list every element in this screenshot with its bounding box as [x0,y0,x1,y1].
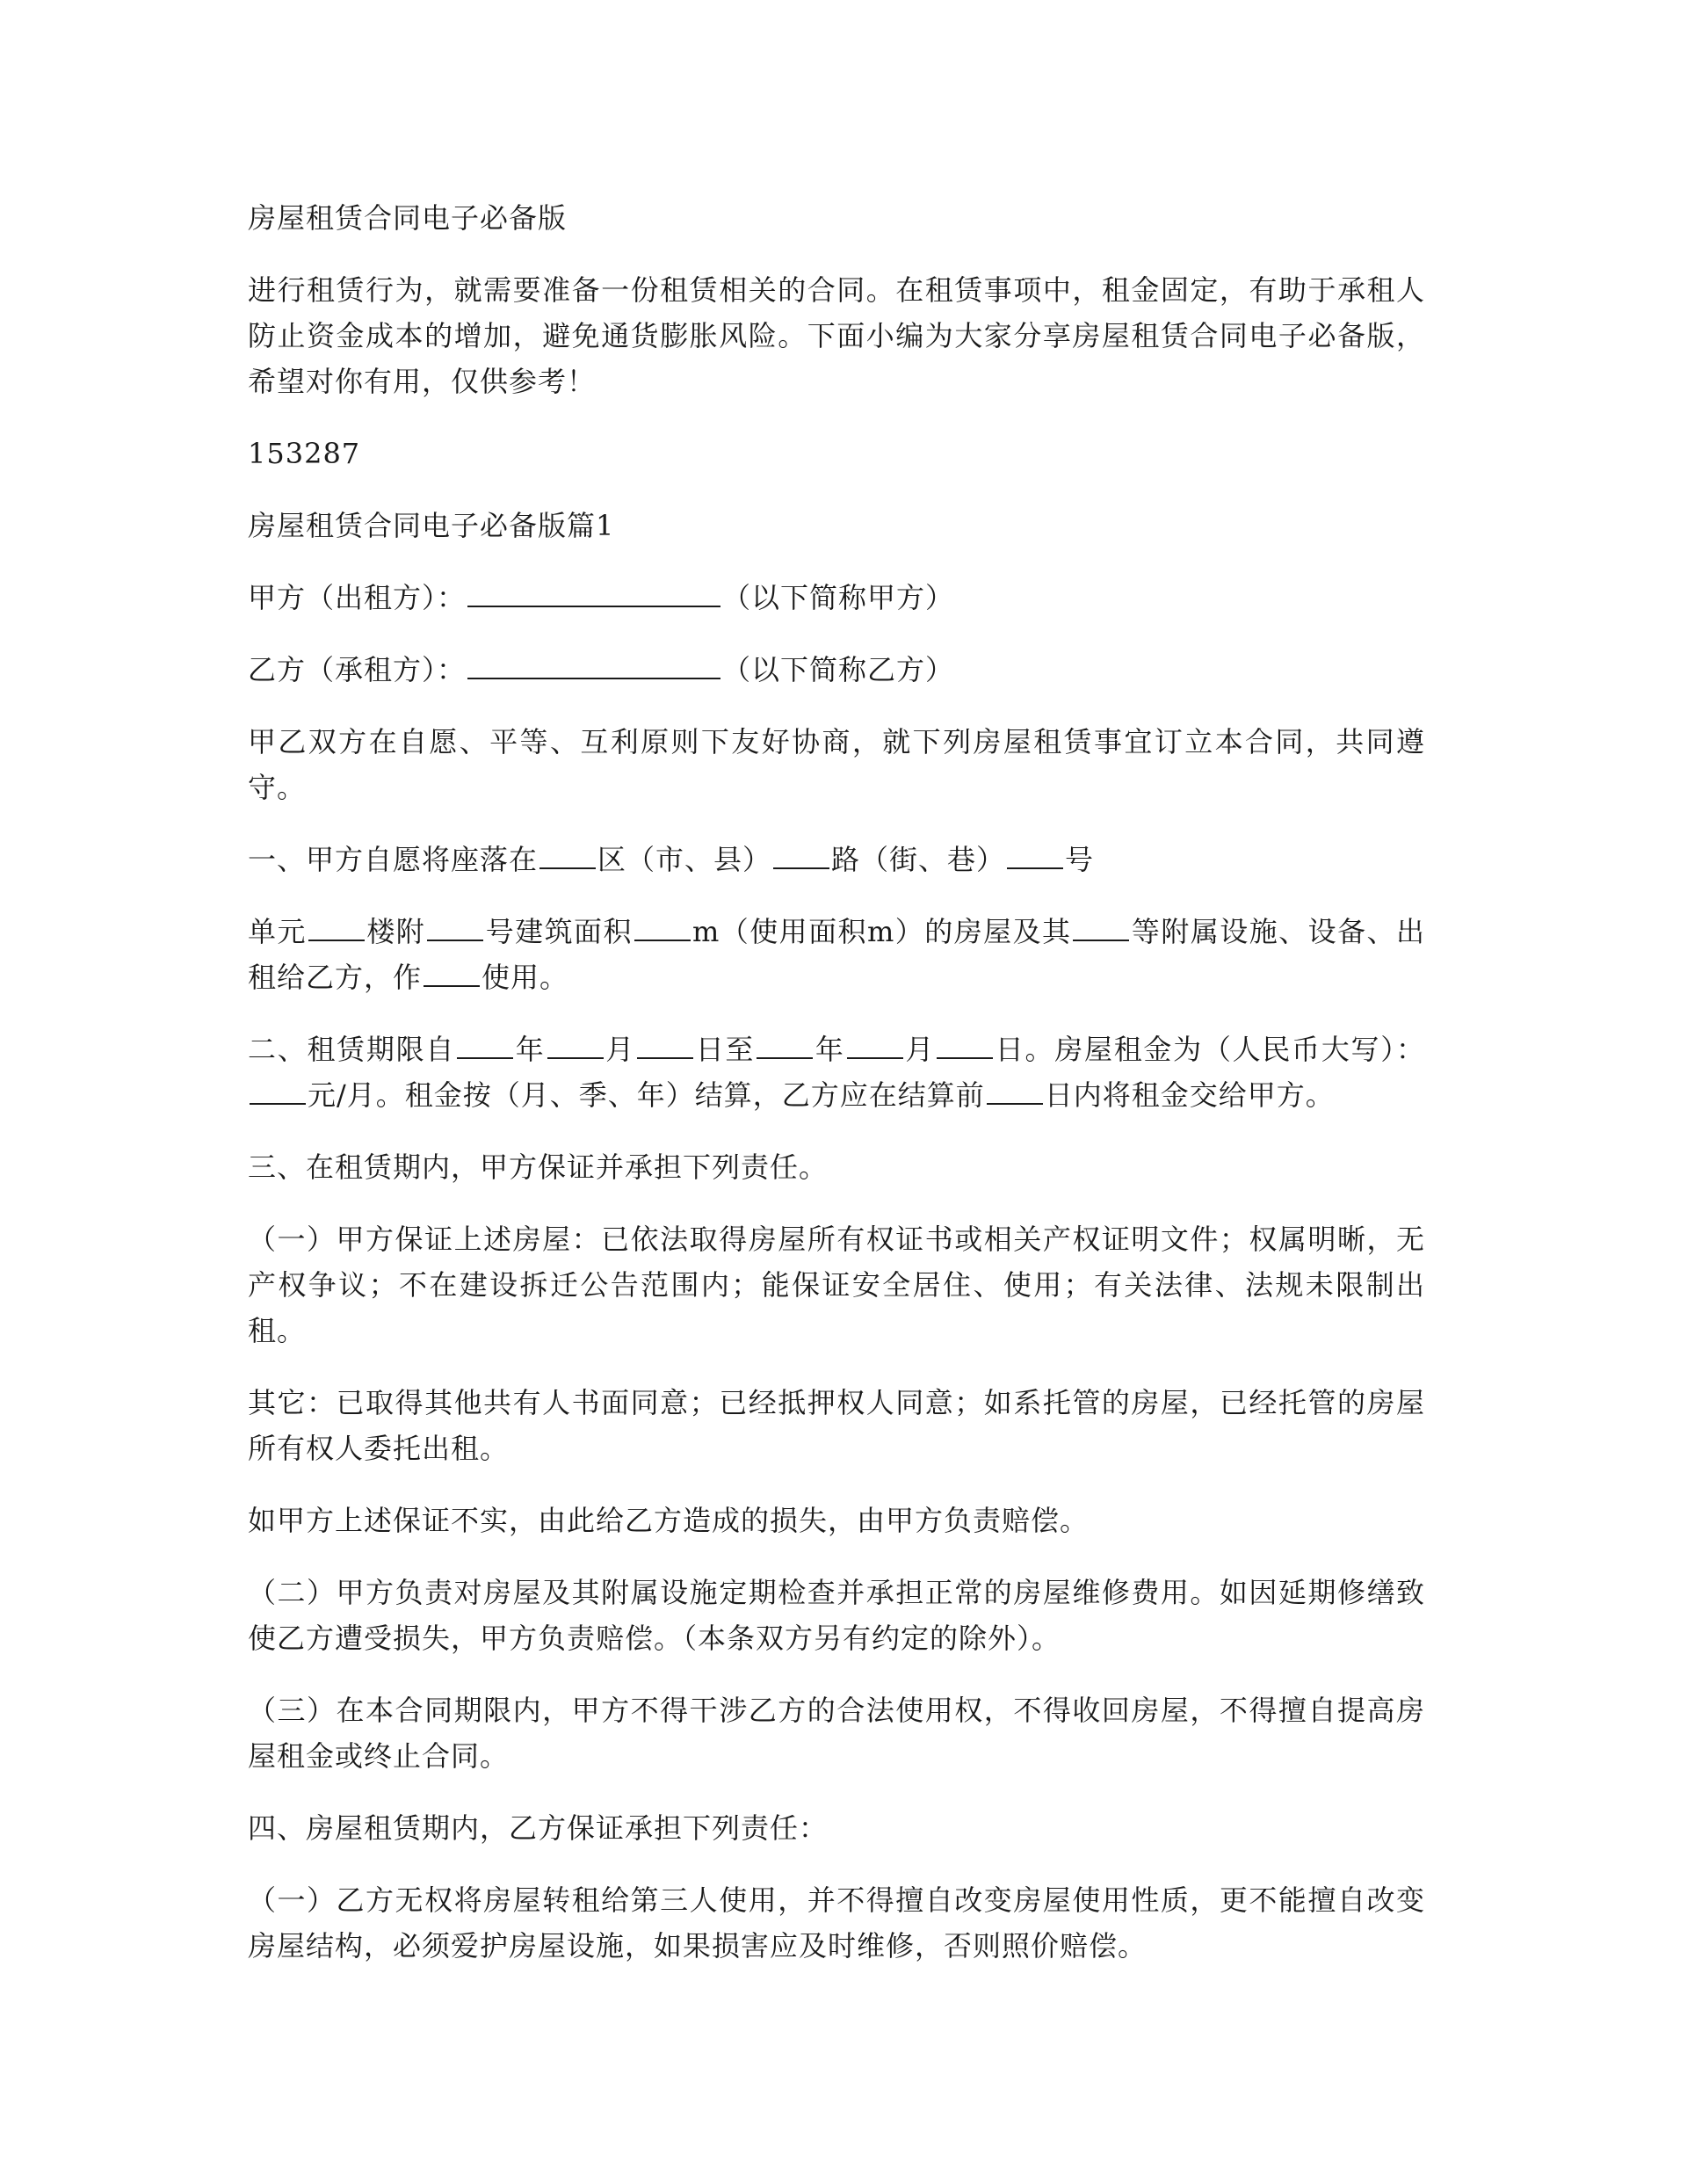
clause-2-text-1: 二、租赁期限自 [248,1033,456,1066]
party-a-label: 甲方（出租方）： [248,581,467,614]
clause-1b-text-4: m（使用面积m）的房屋及其 [691,915,1072,948]
clause-1-line-1 [248,837,1425,882]
start-month-blank [547,1027,604,1059]
clause-4-1: （一）乙方无权将房屋转租给第三人使用，并不得擅自改变房屋使用性质，更不能擅自改变房屋结构，必须爱护房屋设施，如果损害应及时维修，否则照价赔偿。 [248,1883,1425,1963]
document-title: 房屋租赁合同电子必备版 [248,201,568,235]
clause-1b-text-3: 号建筑面积 [485,915,633,948]
clause-1-text-3: 路（街、巷） [831,843,1006,876]
party-a-blank [467,576,720,607]
end-day-blank [937,1027,993,1059]
clause-3: 三、在租赁期内，甲方保证并承担下列责任。 [248,1150,829,1184]
area-blank [634,910,691,941]
district-blank [539,838,596,869]
preamble-paragraph: 甲乙双方在自愿、平等、互利原则下友好协商，就下列房屋租赁事宜订立本合同，共同遵守。 [248,725,1425,804]
clause-3-3: （三）在本合同期限内，甲方不得干涉乙方的合法使用权，不得收回房屋，不得擅自提高房屋租金或终止合同。 [248,1694,1425,1773]
section-title: 房屋租赁合同电子必备版篇1 [248,509,615,542]
intro-paragraph: 进行租赁行为，就需要准备一份租赁相关的合同。在租赁事项中，租金固定，有助于承租人防止资金成本的增加，避免通货膨胀风险。下面小编为大家分享房屋租赁合同电子必备版，希望对你有用，仅供参考！ [248,273,1425,398]
document-body [248,195,1425,1995]
clause-1b-text-1: 单元 [248,915,307,948]
party-b-suffix: （以下简称乙方） [722,653,955,686]
clause-2-text-4: 日至 [694,1033,756,1066]
clause-1-line-2 [248,909,1425,1000]
start-year-blank [457,1027,513,1059]
clause-1-text-2: 区（市、县） [597,843,772,876]
unit-blank [308,910,365,941]
clause-3-2: （二）甲方负责对房屋及其附属设施定期检查并承担正常的房屋维修费用。如因延期修缮致使乙方遭受损失，甲方负责赔偿。（本条双方另有约定的除外）。 [248,1576,1425,1655]
clause-2-text-6: 月 [904,1033,936,1066]
party-b-blank [467,648,720,679]
clause-2-text-5: 年 [815,1033,845,1066]
rent-amount-blank [250,1073,306,1105]
party-a-line [248,575,1425,620]
end-year-blank [757,1027,813,1059]
payment-days-blank [987,1073,1043,1105]
clause-2-text-3: 月 [605,1033,635,1066]
clause-3-1: （一）甲方保证上述房屋：已依法取得房屋所有权证书或相关产权证明文件；权属明晰，无产权争议；不在建设拆迁公告范围内；能保证安全居住、使用；有关法律、法规未限制出租。 [248,1223,1425,1347]
usage-blank [424,955,480,987]
party-b-label: 乙方（承租方）： [248,653,467,686]
clause-2-text-7: 日。房屋租金为（人民币大写）： [995,1033,1425,1066]
clause-1b-text-5: 等附属设施、设备、出租给乙方，作 [248,915,1425,994]
clause-3-compensation: 如甲方上述保证不实，由此给乙方造成的损失，由甲方负责赔偿。 [248,1504,1090,1537]
number-blank [1007,838,1063,869]
party-a-suffix: （以下简称甲方） [722,581,955,614]
clause-2-text-8: 元/月。租金按（月、季、年）结算，乙方应在结算前 [308,1078,985,1112]
clause-1b-text-2: 楼附 [366,915,426,948]
end-month-blank [847,1027,903,1059]
clause-1-text-1: 一、甲方自愿将座落在 [248,843,539,876]
building-blank [427,910,483,941]
start-day-blank [637,1027,693,1059]
clause-1-text-4: 号 [1065,843,1095,876]
road-blank [773,838,829,869]
clause-2 [248,1027,1425,1118]
clause-2-text-2: 年 [515,1033,546,1066]
clause-1b-text-6: 使用。 [481,961,569,994]
clause-3-other: 其它：已取得其他共有人书面同意；已经抵押权人同意；如系托管的房屋，已经托管的房屋所有权人委托出租。 [248,1386,1425,1465]
party-b-line [248,647,1425,693]
clause-2-text-9: 日内将租金交给甲方。 [1044,1078,1335,1112]
document-id: 153287 [248,437,361,470]
clause-4: 四、房屋租赁期内，乙方保证承担下列责任： [248,1811,829,1845]
facilities-blank [1073,910,1129,941]
